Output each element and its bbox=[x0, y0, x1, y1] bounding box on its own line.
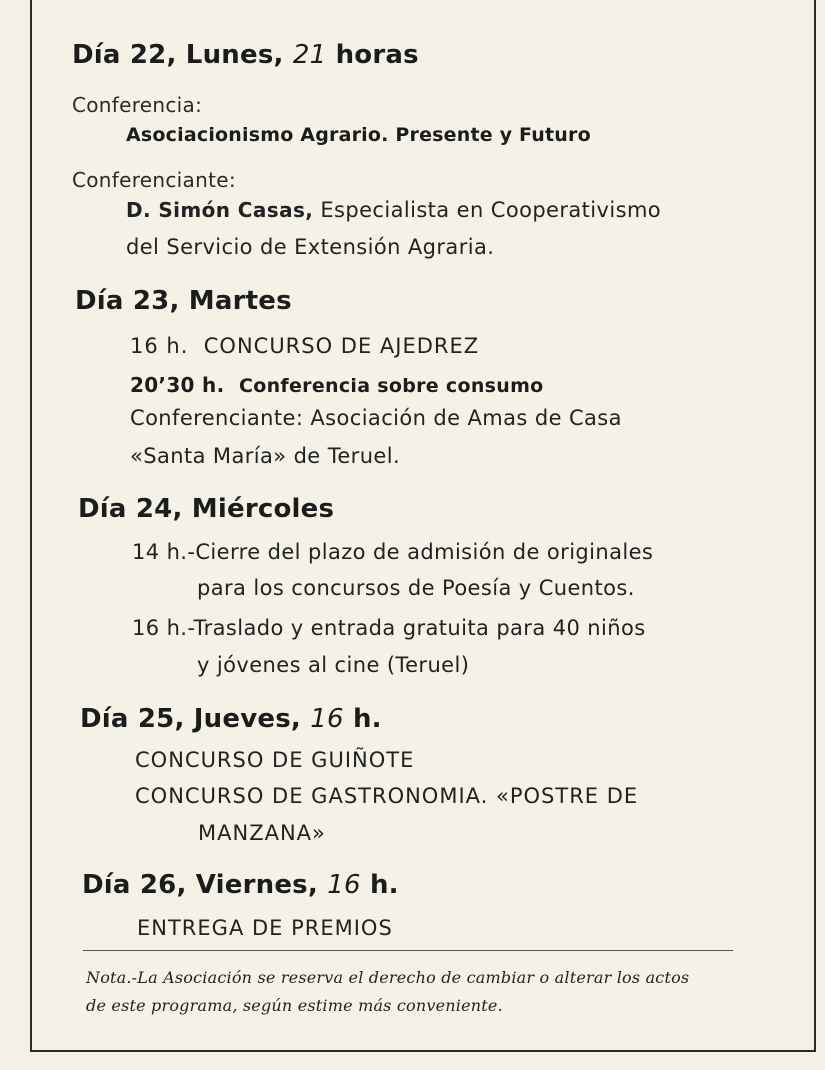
day-22-time: 21 bbox=[292, 40, 327, 70]
day-24-event-1-cont: para los concursos de Poesía y Cuentos. bbox=[197, 576, 635, 600]
day-26-title: Día 26, Viernes, bbox=[82, 870, 318, 900]
note-line-1: Nota.-La Asociación se reserva el derecho de cambiar o alterar los actos bbox=[86, 968, 690, 987]
day-23-event-2-speaker: Conferenciante: Asociación de Amas de Casa bbox=[130, 406, 622, 430]
day-24-event-2-cont: y jóvenes al cine (Teruel) bbox=[197, 653, 470, 677]
day-22-heading bbox=[72, 40, 419, 70]
day-23-heading: Día 23, Martes bbox=[75, 286, 292, 316]
day-23-event-2-speaker-cont: «Santa María» de Teruel. bbox=[130, 444, 401, 468]
day-23-event-2-text: Conferencia sobre consumo bbox=[239, 375, 544, 397]
day-24-heading: Día 24, Miércoles bbox=[78, 494, 335, 524]
day-25-time: 16 bbox=[310, 704, 344, 734]
day-24-event-2-time: 16 h. bbox=[132, 616, 188, 640]
day-26-heading bbox=[82, 870, 399, 900]
day-23-event-2 bbox=[130, 373, 544, 397]
day-25-line-1: CONCURSO DE GUIÑOTE bbox=[135, 748, 415, 772]
speaker-line-1 bbox=[126, 198, 661, 222]
day-24-event-2-text: -Traslado y entrada gratuita para 40 niños bbox=[187, 616, 646, 640]
day-24-event-2 bbox=[132, 616, 646, 640]
conference-label: Conferencia: bbox=[72, 93, 203, 117]
day-23-event-1 bbox=[130, 334, 479, 358]
day-26-time: 16 bbox=[327, 870, 361, 900]
day-25-title: Día 25, Jueves, bbox=[80, 704, 301, 734]
day-23-event-1-time: 16 h. bbox=[130, 334, 189, 358]
speaker-label: Conferenciante: bbox=[72, 168, 236, 192]
conference-title: Asociacionismo Agrario. Presente y Futuro bbox=[126, 124, 591, 146]
speaker-desc-2: del Servicio de Extensión Agraria. bbox=[126, 235, 495, 259]
day-23-event-1-text: CONCURSO DE AJEDREZ bbox=[203, 334, 480, 358]
note-divider bbox=[83, 950, 733, 951]
day-25-line-2: CONCURSO DE GASTRONOMIA. «POSTRE DE bbox=[135, 784, 639, 808]
speaker-desc-1: Especialista en Cooperativismo bbox=[320, 198, 662, 222]
note-line-2: de este programa, según estime más conveniente. bbox=[86, 996, 503, 1015]
day-24-event-1-time: 14 h. bbox=[132, 540, 188, 564]
day-25-time-unit: h. bbox=[352, 704, 382, 734]
day-26-time-unit: h. bbox=[369, 870, 399, 900]
day-24-event-1 bbox=[132, 540, 653, 564]
day-25-heading bbox=[80, 704, 382, 734]
day-22-title: Día 22, Lunes, bbox=[72, 40, 284, 70]
day-22-time-unit: horas bbox=[335, 40, 419, 70]
day-24-event-1-text: -Cierre del plazo de admisión de originales bbox=[187, 540, 654, 564]
speaker-name: D. Simón Casas, bbox=[126, 198, 314, 222]
day-25-line-3: MANZANA» bbox=[198, 821, 326, 845]
day-23-event-2-time: 20’30 h. bbox=[130, 373, 225, 397]
day-26-line-1: ENTREGA DE PREMIOS bbox=[137, 916, 393, 940]
